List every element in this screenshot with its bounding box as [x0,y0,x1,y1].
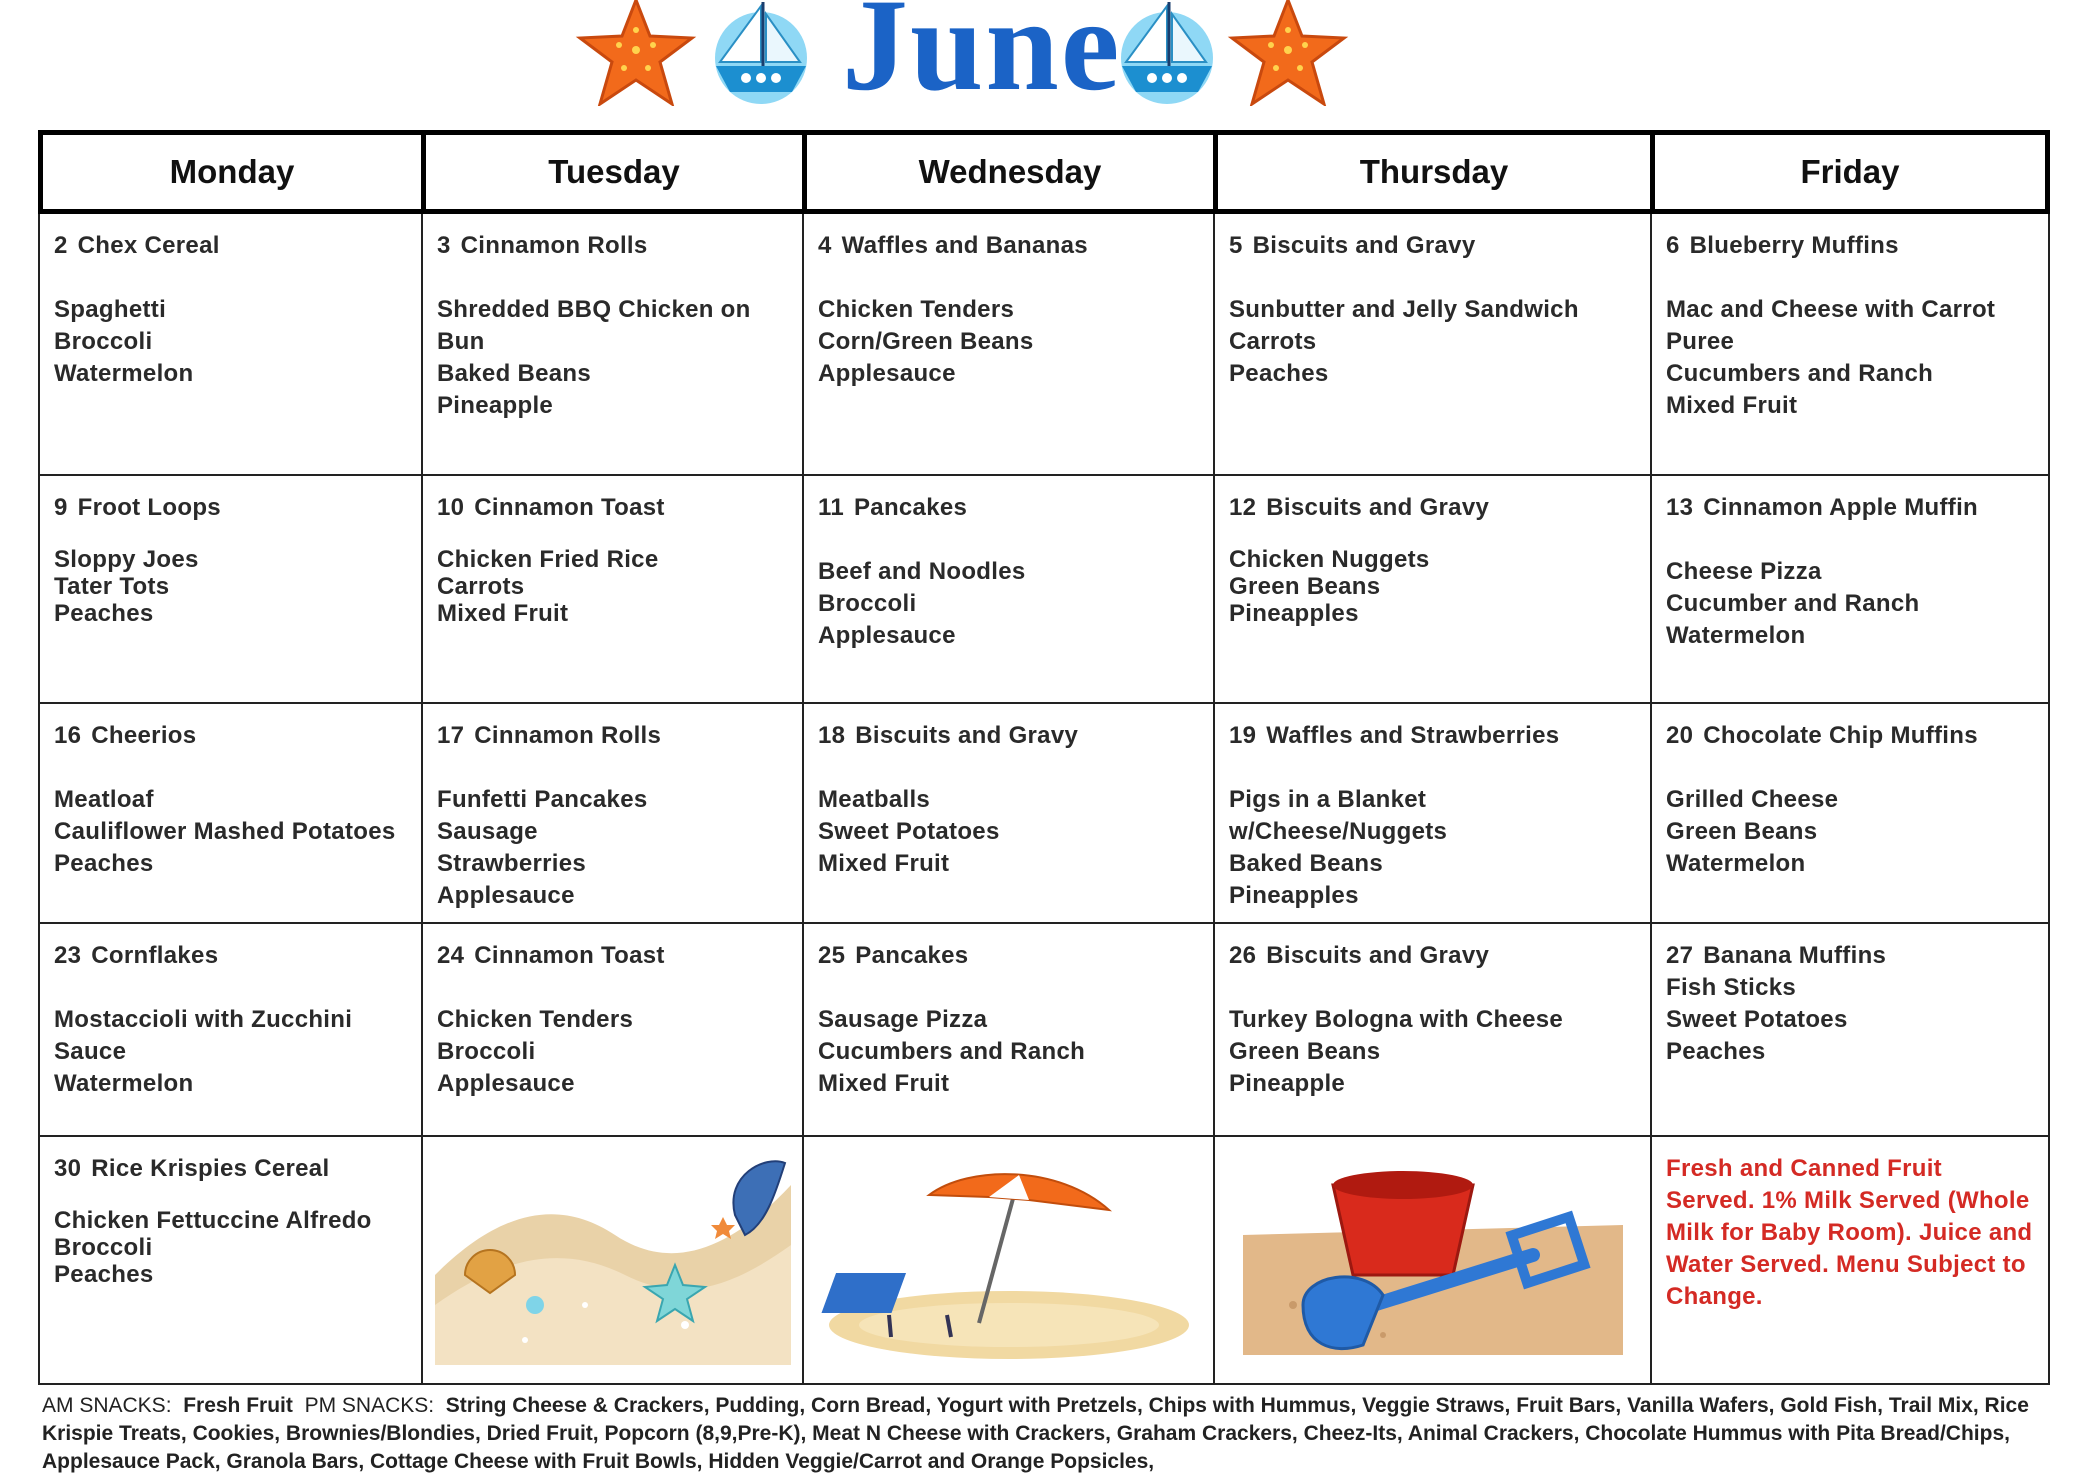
lunch-item: Watermelon [54,360,194,387]
lunch-item: Mixed Fruit [818,1070,950,1097]
breakfast: Waffles and Bananas [841,232,1088,259]
lunch-item: Cucumber and Ranch [1666,590,1920,617]
breakfast: Cinnamon Rolls [474,722,662,749]
lunch-item: Sweet Potatoes [818,818,1000,845]
day-number: 2 [54,232,68,259]
weekday-header [38,130,2050,214]
breakfast: Froot Loops [77,494,221,521]
lunch-item: Spaghetti [54,296,167,323]
day-cell [804,704,1215,922]
lunch-item: Sausage [437,818,538,845]
breakfast: Cinnamon Toast [474,942,665,969]
lunch-item: Cauliflower Mashed Potatoes [54,818,396,845]
breakfast: Chocolate Chip Muffins [1703,722,1978,749]
breakfast: Cheerios [91,722,197,749]
lunch-item: Meatloaf [54,786,154,813]
seashell-sand-image [435,1155,791,1365]
snacks-footer [42,1392,2052,1476]
weekday-monday: Monday [43,135,426,209]
lunch-item: Broccoli [437,1038,536,1065]
day-cell [423,476,804,702]
day-number: 16 [54,722,82,749]
lunch-item: Chicken Tenders [437,1006,634,1033]
sailboat-icon [706,0,816,104]
day-number: 6 [1666,232,1680,259]
lunch-item: Peaches [54,1261,154,1288]
breakfast: Biscuits and Gravy [1252,232,1476,259]
lunch-item: Chicken Fried Rice [437,546,659,573]
day-cell [804,214,1215,474]
lunch-item: Mixed Fruit [1666,392,1798,419]
day-cell [423,704,804,922]
lunch-item: Applesauce [437,1070,575,1097]
lunch-item: Watermelon [1666,850,1806,877]
lunch-item: Beef and Noodles [818,558,1026,585]
day-cell [423,214,804,474]
breakfast: Biscuits and Gravy [1266,942,1490,969]
lunch-item: Mixed Fruit [818,850,950,877]
lunch-item: Cheese Pizza [1666,558,1822,585]
menu-note-cell [1652,1137,2048,1383]
lunch-item: Broccoli [54,1234,153,1261]
day-cell [40,924,423,1135]
breakfast: Cornflakes [91,942,219,969]
lunch-item: Peaches [54,850,154,877]
lunch-item: Pineapples [1229,882,1359,909]
lunch-item: Sausage Pizza [818,1006,988,1033]
breakfast: Biscuits and Gravy [1266,494,1490,521]
lunch-item: Strawberries [437,850,587,877]
pm-snacks: String Cheese & Crackers, Pudding, Corn Bread, Yogurt with Pretzels, Chips with Hummus, Veggie Straws, Fruit Bars, Vanilla Wafers, Gold Fish, Trail Mix, Rice Krispie Treats, Cookies, Brownies/Blondies, Dried Fruit, Popcorn (8,9,Pre-K), Meat N Cheese with Crackers, Graham Crackers, Cheez-Its, Animal Crackers, Chocolate Hummus with Pita Bread/Chips, Applesauce Pack, Granola Bars, Cottage Cheese with Fruit Bowls, Hidden Veggie/Carrot and Orange Popsicles, [42,1394,2029,1473]
lunch-item: Baked Beans [1229,850,1384,877]
day-cell [40,1137,423,1383]
lunch-item: Pineapple [437,392,554,419]
day-cell [1215,214,1652,474]
lunch-item: Green Beans [1229,573,1381,600]
week-row [38,214,2050,476]
lunch-item: Pineapples [1229,600,1359,627]
lunch-item: Carrots [1229,328,1317,355]
day-cell [1652,214,2048,474]
lunch-item: Fish Sticks [1666,974,1797,1001]
breakfast: Biscuits and Gravy [855,722,1079,749]
day-number: 27 [1666,942,1694,969]
weekday-thursday: Thursday [1218,135,1655,209]
day-number: 19 [1229,722,1257,749]
lunch-item: Sauce [54,1038,127,1065]
day-number: 18 [818,722,846,749]
lunch-item: Applesauce [818,360,956,387]
day-cell [40,704,423,922]
day-number: 20 [1666,722,1694,749]
day-cell [1215,924,1652,1135]
lunch-item: Sweet Potatoes [1666,1006,1848,1033]
sailboat-icon [1112,0,1222,104]
lunch-item: Green Beans [1666,818,1818,845]
lunch-item: Sloppy Joes [54,546,199,573]
day-cell [40,214,423,474]
breakfast: Pancakes [855,942,969,969]
breakfast: Pancakes [853,494,968,521]
breakfast: Cinnamon Rolls [460,232,648,259]
lunch-item: Meatballs [818,786,931,813]
lunch-item: Watermelon [1666,622,1806,649]
lunch-item: w/Cheese/Nuggets [1229,818,1448,845]
lunch-item: Broccoli [818,590,917,617]
pm-snacks-label: PM SNACKS: [304,1394,435,1417]
lunch-item: Sunbutter and Jelly Sandwich [1229,296,1579,323]
starfish-icon [574,0,698,106]
weekday-tuesday: Tuesday [426,135,807,209]
day-number: 12 [1229,494,1257,521]
day-cell [1652,924,2048,1135]
lunch-item: Watermelon [54,1070,194,1097]
lunch-item: Chicken Nuggets [1229,546,1430,573]
am-snacks: Fresh Fruit [183,1394,293,1417]
weekday-wednesday: Wednesday [807,135,1218,209]
lunch-item: Pigs in a Blanket [1229,786,1427,813]
lunch-item: Shredded BBQ Chicken on [437,296,751,323]
breakfast: Cinnamon Toast [474,494,665,521]
week-row [38,704,2050,924]
week-row [38,476,2050,704]
lunch-item: Pineapple [1229,1070,1346,1097]
day-number: 17 [437,722,465,749]
beach-sand-illustration [423,1137,804,1383]
day-number: 4 [818,232,832,259]
lunch-item: Chicken Tenders [818,296,1015,323]
beach-umbrella-image [819,1155,1199,1365]
lunch-item: Bun [437,328,485,355]
starfish-icon [1226,0,1350,106]
day-cell [804,924,1215,1135]
day-number: 26 [1229,942,1257,969]
breakfast: Cinnamon Apple Muffin [1703,494,1979,521]
lunch-item: Chicken Fettuccine Alfredo [54,1207,372,1234]
weekday-friday: Friday [1800,153,1900,190]
header [0,0,2080,128]
lunch-item: Applesauce [818,622,956,649]
lunch-item: Applesauce [437,882,575,909]
lunch-item: Puree [1666,328,1735,355]
day-cell [423,924,804,1135]
lunch-item: Tater Tots [54,573,170,600]
lunch-item: Green Beans [1229,1038,1381,1065]
sand-bucket-illustration [1215,1137,1652,1383]
lunch-item: Peaches [54,600,154,627]
lunch-item: Mixed Fruit [437,600,569,627]
lunch-item: Peaches [1666,1038,1766,1065]
lunch-item: Baked Beans [437,360,592,387]
day-number: 25 [818,942,846,969]
lunch-item: Peaches [1229,360,1329,387]
page-title: June [842,0,1122,118]
breakfast: Waffles and Strawberries [1266,722,1560,749]
day-cell [40,476,423,702]
lunch-item: Turkey Bologna with Cheese [1229,1006,1564,1033]
breakfast: Chex Cereal [77,232,220,259]
breakfast: Blueberry Muffins [1689,232,1899,259]
day-cell [1215,704,1652,922]
day-cell [1652,476,2048,702]
lunch-item: Cucumbers and Ranch [818,1038,1086,1065]
menu-note: Fresh and Canned Fruit Served. 1% Milk Served (Whole Milk for Baby Room). Juice and Water Served. Menu Subject to Change. [1666,1155,2033,1310]
day-number: 5 [1229,232,1243,259]
week-row [38,1137,2050,1385]
lunch-item: Carrots [437,573,525,600]
beach-umbrella-illustration [804,1137,1215,1383]
day-number: 3 [437,232,451,259]
lunch-item: Broccoli [54,328,153,355]
day-number: 24 [437,942,465,969]
lunch-item: Mac and Cheese with Carrot [1666,296,1996,323]
breakfast: Banana Muffins [1703,942,1887,969]
day-number: 10 [437,494,465,521]
lunch-item: Cucumbers and Ranch [1666,360,1934,387]
breakfast: Rice Krispies Cereal [91,1155,330,1182]
day-cell [804,476,1215,702]
day-number: 13 [1666,494,1694,521]
am-snacks-label: AM SNACKS: [42,1394,172,1417]
day-number: 23 [54,942,82,969]
lunch-item: Grilled Cheese [1666,786,1839,813]
day-cell [1652,704,2048,922]
day-cell [1215,476,1652,702]
day-number: 30 [54,1155,82,1182]
day-number: 9 [54,494,68,521]
day-number: 11 [818,494,844,521]
menu-calendar [38,130,2050,1385]
lunch-item: Mostaccioli with Zucchini [54,1006,353,1033]
lunch-item: Corn/Green Beans [818,328,1034,355]
lunch-item: Funfetti Pancakes [437,786,648,813]
week-row [38,924,2050,1137]
bucket-shovel-image [1233,1155,1633,1365]
